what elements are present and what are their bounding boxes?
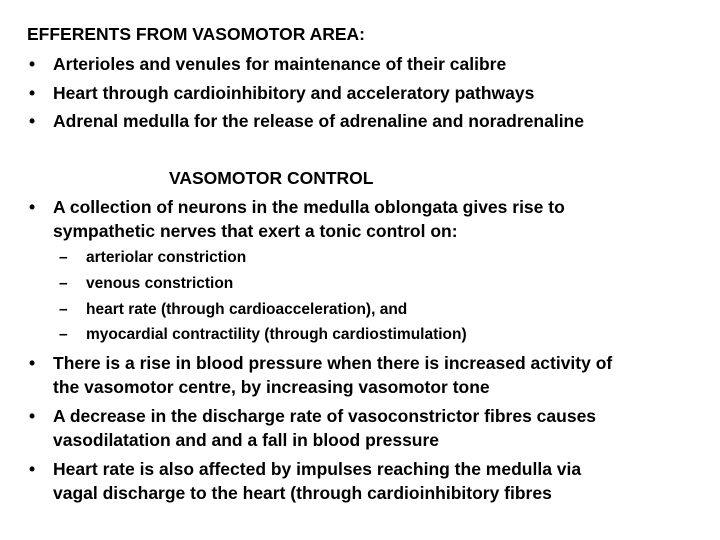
control-bullet-line: the vasomotor centre, by increasing vasomotor tone [53, 377, 490, 397]
control-bullet-line: vasodilatation and and a fall in blood pressure [53, 430, 440, 450]
bullet-icon: • [29, 406, 36, 426]
bullet-icon: • [29, 197, 36, 217]
efferents-item-text: Arterioles and venules for maintenance of their calibre [53, 54, 507, 74]
control-bullet-line: vagal discharge to the heart (through cardioinhibitory fibres [53, 483, 552, 503]
dash-icon: – [59, 326, 68, 343]
bullet-icon: • [29, 353, 36, 373]
control-sub-item-text: heart rate (through cardioacceleration), and [86, 301, 408, 318]
control-bullet-line: A decrease in the discharge rate of vasoconstrictor fibres causes [53, 406, 597, 426]
control-heading: VASOMOTOR CONTROL [169, 168, 374, 188]
efferents-item-text: Adrenal medulla for the release of adrenaline and noradrenaline [53, 111, 584, 131]
dash-icon: – [59, 301, 68, 318]
dash-icon: – [59, 249, 68, 266]
control-sub-item-text: arteriolar constriction [86, 249, 247, 266]
bullet-icon: • [29, 111, 36, 131]
control-intro-line: A collection of neurons in the medulla oblongata gives rise to [53, 197, 565, 217]
bullet-icon: • [29, 459, 36, 479]
dash-icon: – [59, 275, 68, 292]
control-bullet-line: Heart rate is also affected by impulses reaching the medulla via [53, 459, 582, 479]
control-intro-line: sympathetic nerves that exert a tonic control on: [53, 221, 458, 241]
bullet-icon: • [29, 54, 36, 74]
efferents-item-text: Heart through cardioinhibitory and acceleratory pathways [53, 83, 535, 103]
efferents-heading: EFFERENTS FROM VASOMOTOR AREA: [27, 24, 366, 44]
bullet-icon: • [29, 83, 36, 103]
control-bullet-line: There is a rise in blood pressure when there is increased activity of [53, 353, 613, 373]
control-sub-item-text: myocardial contractility (through cardiostimulation) [86, 326, 467, 343]
control-sub-item-text: venous constriction [86, 275, 234, 292]
